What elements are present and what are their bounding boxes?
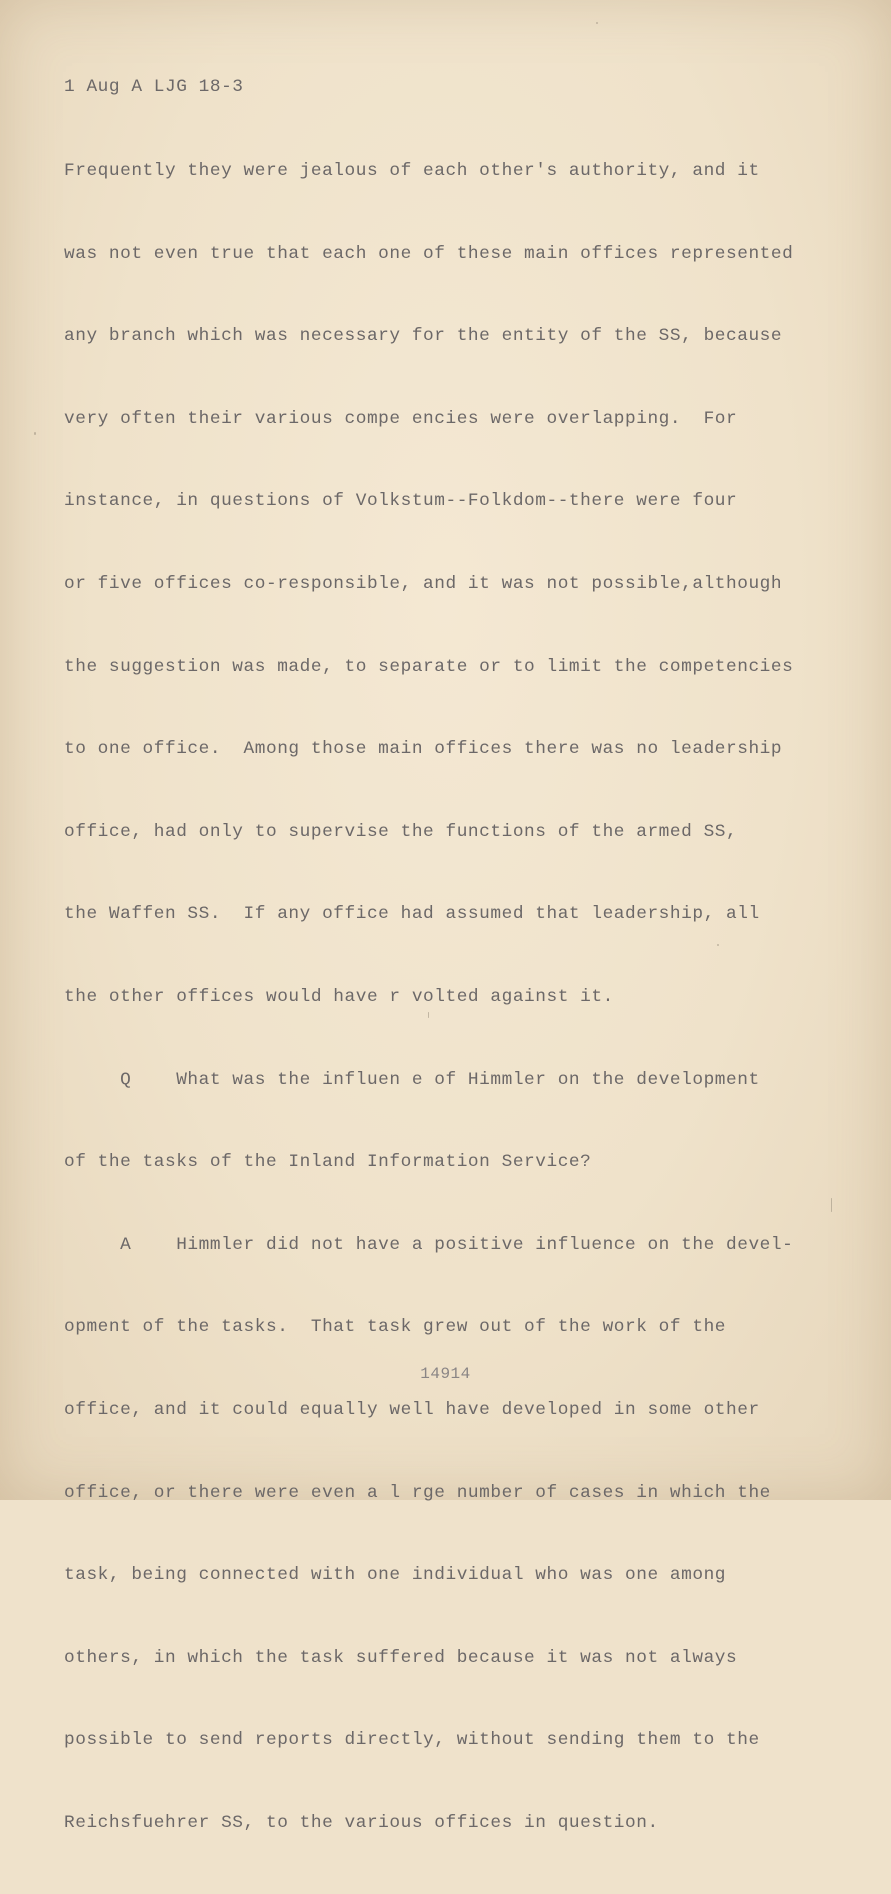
text-line: to one office. Among those main offices there was no leadership (64, 739, 783, 760)
text-line: Frequently they were jealous of each other's authority, and it (64, 161, 760, 181)
text-line: the suggestion was made, to separate or to limit the competencies (64, 656, 794, 677)
page-number: 14914 (420, 1365, 471, 1383)
text-line: any branch which was necessary for the entity of the SS, because (64, 326, 783, 347)
document-body (64, 116, 793, 1894)
paper-speck (34, 432, 36, 435)
text-line: very often their various compe encies were overlapping. For (64, 408, 738, 429)
paper-speck (717, 944, 719, 946)
text-line: others, in which the task suffered because it was not always (64, 1647, 738, 1668)
text-line: the other offices would have r volted against it. (64, 986, 614, 1007)
text-line: office, had only to supervise the functions of the armed SS, (64, 821, 738, 842)
paper-speck (596, 22, 598, 24)
question-line: Q What was the influen e of Himmler on the development (64, 1069, 760, 1090)
text-line: was not even true that each one of these main offices represented (64, 243, 794, 264)
document-header: 1 Aug A LJG 18-3 (64, 77, 244, 97)
text-line: possible to send reports directly, without sending them to the (64, 1730, 760, 1751)
text-line: Reichsfuehrer SS, to the various offices in question. (64, 1812, 659, 1833)
text-line: or five offices co-responsible, and it was not possible,although (64, 573, 783, 594)
text-line: opment of the tasks. That task grew out of the work of the (64, 1317, 727, 1338)
paper-speck (428, 1012, 429, 1018)
paper-speck (831, 1198, 832, 1212)
text-line: of the tasks of the Inland Information Service? (64, 1152, 592, 1173)
text-line: office, or there were even a l rge number of cases in which the (64, 1482, 771, 1503)
text-line: task, being connected with one individual who was one among (64, 1565, 727, 1586)
text-line: office, and it could equally well have developed in some other (64, 1399, 760, 1420)
text-line: instance, in questions of Volkstum--Folkdom--there were four (64, 491, 738, 512)
answer-line: A Himmler did not have a positive influence on the devel- (64, 1234, 794, 1255)
text-line: the Waffen SS. If any office had assumed that leadership, all (64, 904, 760, 925)
